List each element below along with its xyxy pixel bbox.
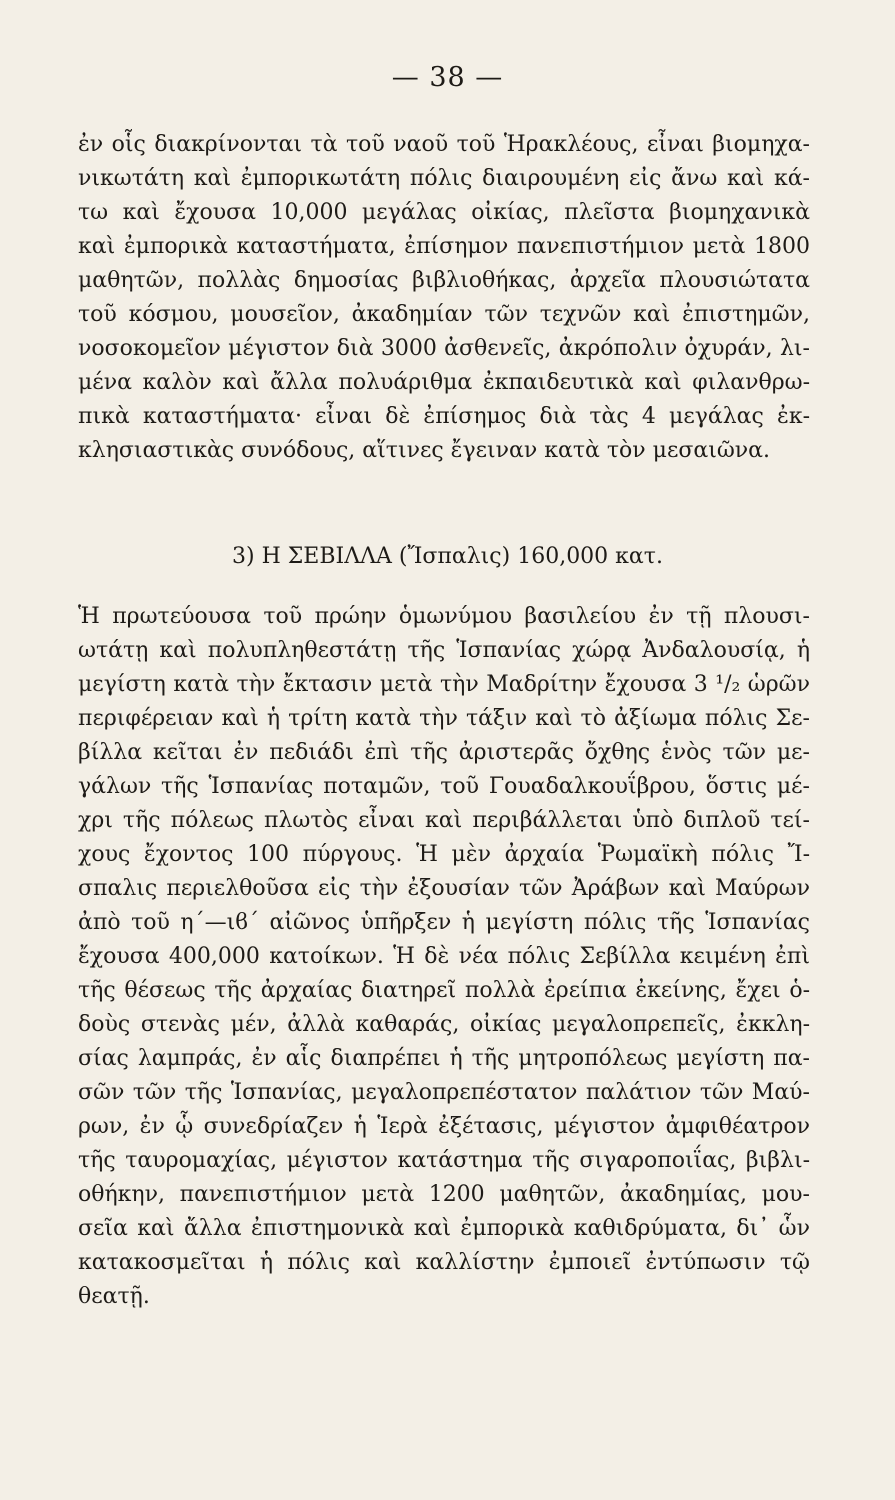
- text-line: ἐν οἷς διακρίνονται τὰ τοῦ ναοῦ τοῦ Ἡρακλέους, εἶναι βιομηχα-: [78, 132, 810, 157]
- text-line: τω καὶ ἔχουσα 10,000 μεγάλας οἰκίας, πλεῖστα βιομηχανικὰ: [78, 200, 810, 225]
- text-line: κατακοσμεῖται ἡ πόλις καὶ καλλίστην ἐμποιεῖ ἐντύπωσιν τῷ: [78, 1250, 810, 1275]
- text-line: χους ἔχοντος 100 πύργους. Ἡ μὲν ἀρχαία Ῥωμαϊκὴ πόλις Ἴ-: [78, 842, 810, 867]
- text-line: σῶν τῶν τῆς Ἱσπανίας, μεγαλοπρεπέστατον παλάτιον τῶν Μαύ-: [78, 1080, 810, 1105]
- text-line: μαθητῶν, πολλὰς δημοσίας βιβλιοθήκας, ἀρχεῖα πλουσιώτατα: [78, 268, 810, 293]
- text-line: χρι τῆς πόλεως πλωτὸς εἶναι καὶ περιβάλλεται ὑπὸ διπλοῦ τεί-: [78, 808, 810, 833]
- text-line: ἔχουσα 400,000 κατοίκων. Ἡ δὲ νέα πόλις Σεβίλλα κειμένη ἐπὶ: [78, 944, 810, 969]
- text-line: μένα καλὸν καὶ ἄλλα πολυάριθμα ἐκπαιδευτικὰ καὶ φιλανθρω-: [78, 370, 810, 395]
- text-line: κλησιαστικὰς συνόδους, αἵτινες ἔγειναν κατὰ τὸν μεσαιῶνα.: [78, 438, 771, 463]
- text-line: σπαλις περιελθοῦσα εἰς τὴν ἐξουσίαν τῶν Ἀράβων καὶ Μαύρων: [78, 876, 810, 901]
- text-line: Ἡ πρωτεύουσα τοῦ πρώην ὁμωνύμου βασιλείου ἐν τῇ πλουσι-: [78, 604, 810, 629]
- text-line: περιφέρειαν καὶ ἡ τρίτη κατὰ τὴν τάξιν καὶ τὸ ἀξίωμα πόλις Σε-: [78, 706, 810, 731]
- text-line: τοῦ κόσμου, μουσεῖον, ἀκαδημίαν τῶν τεχνῶν καὶ ἐπιστημῶν,: [78, 302, 810, 327]
- text-line: μεγίστη κατὰ τὴν ἔκτασιν μετὰ τὴν Μαδρίτην ἔχουσα 3 ¹/₂ ὡρῶν: [78, 672, 810, 697]
- text-line: οθήκην, πανεπιστήμιον μετὰ 1200 μαθητῶν, ἀκαδημίας, μου-: [78, 1182, 810, 1207]
- text-line: ωτάτῃ καὶ πολυπληθεστάτῃ τῆς Ἱσπανίας χώρᾳ Ἀνδαλουσίᾳ, ἡ: [78, 638, 810, 663]
- text-line: τῆς θέσεως τῆς ἀρχαίας διατηρεῖ πολλὰ ἐρείπια ἐκείνης, ἔχει ὁ-: [78, 978, 810, 1003]
- text-line: ἀπὸ τοῦ η´—ιϐ´ αἰῶνος ὑπῆρξεν ἡ μεγίστη πόλις τῆς Ἱσπανίας: [78, 910, 810, 935]
- page-number: — 38 —: [391, 62, 504, 93]
- text-line: πικὰ καταστήματα· εἶναι δὲ ἐπίσημος διὰ τὰς 4 μεγάλας ἐκ-: [78, 404, 810, 429]
- paragraph-2: [78, 600, 810, 1314]
- text-line: ρων, ἐν ᾧ συνεδρίαζεν ἡ Ἱερὰ ἐξέτασις, μέγιστον ἀμφιθέατρον: [78, 1114, 810, 1139]
- text-line: νοσοκομεῖον μέγιστον διὰ 3000 ἀσθενεῖς, ἀκρόπολιν ὀχυράν, λι-: [78, 336, 810, 361]
- text-line: τῆς ταυρομαχίας, μέγιστον κατάστημα τῆς σιγαροποιΐας, βιβλι-: [78, 1148, 810, 1173]
- text-line: δοὺς στενὰς μέν, ἀλλὰ καθαράς, οἰκίας μεγαλοπρεπεῖς, ἐκκλη-: [78, 1012, 810, 1037]
- text-line: θεατῇ.: [78, 1284, 150, 1309]
- section-heading: 3) Η ΣΕΒΙΛΛΑ (Ἴσπαλις) 160,000 κατ.: [232, 544, 663, 569]
- text-line: νικωτάτη καὶ ἐμπορικωτάτη πόλις διαιρουμένη εἰς ἄνω καὶ κά-: [78, 166, 810, 191]
- text-line: βίλλα κεῖται ἐν πεδιάδι ἐπὶ τῆς ἀριστερᾶς ὄχθης ἑνὸς τῶν με-: [78, 740, 810, 765]
- paragraph-1: [78, 128, 810, 468]
- text-line: καὶ ἐμπορικὰ καταστήματα, ἐπίσημον πανεπιστήμιον μετὰ 1800: [78, 234, 810, 259]
- text-line: σεῖα καὶ ἄλλα ἐπιστημονικὰ καὶ ἐμπορικὰ καθιδρύματα, δι᾽ ὧν: [78, 1216, 810, 1241]
- text-line: σίας λαμπράς, ἐν αἷς διαπρέπει ἡ τῆς μητροπόλεως μεγίστη πα-: [78, 1046, 810, 1071]
- text-line: γάλων τῆς Ἱσπανίας ποταμῶν, τοῦ Γουαδαλκουΐβρου, ὅστις μέ-: [78, 774, 810, 799]
